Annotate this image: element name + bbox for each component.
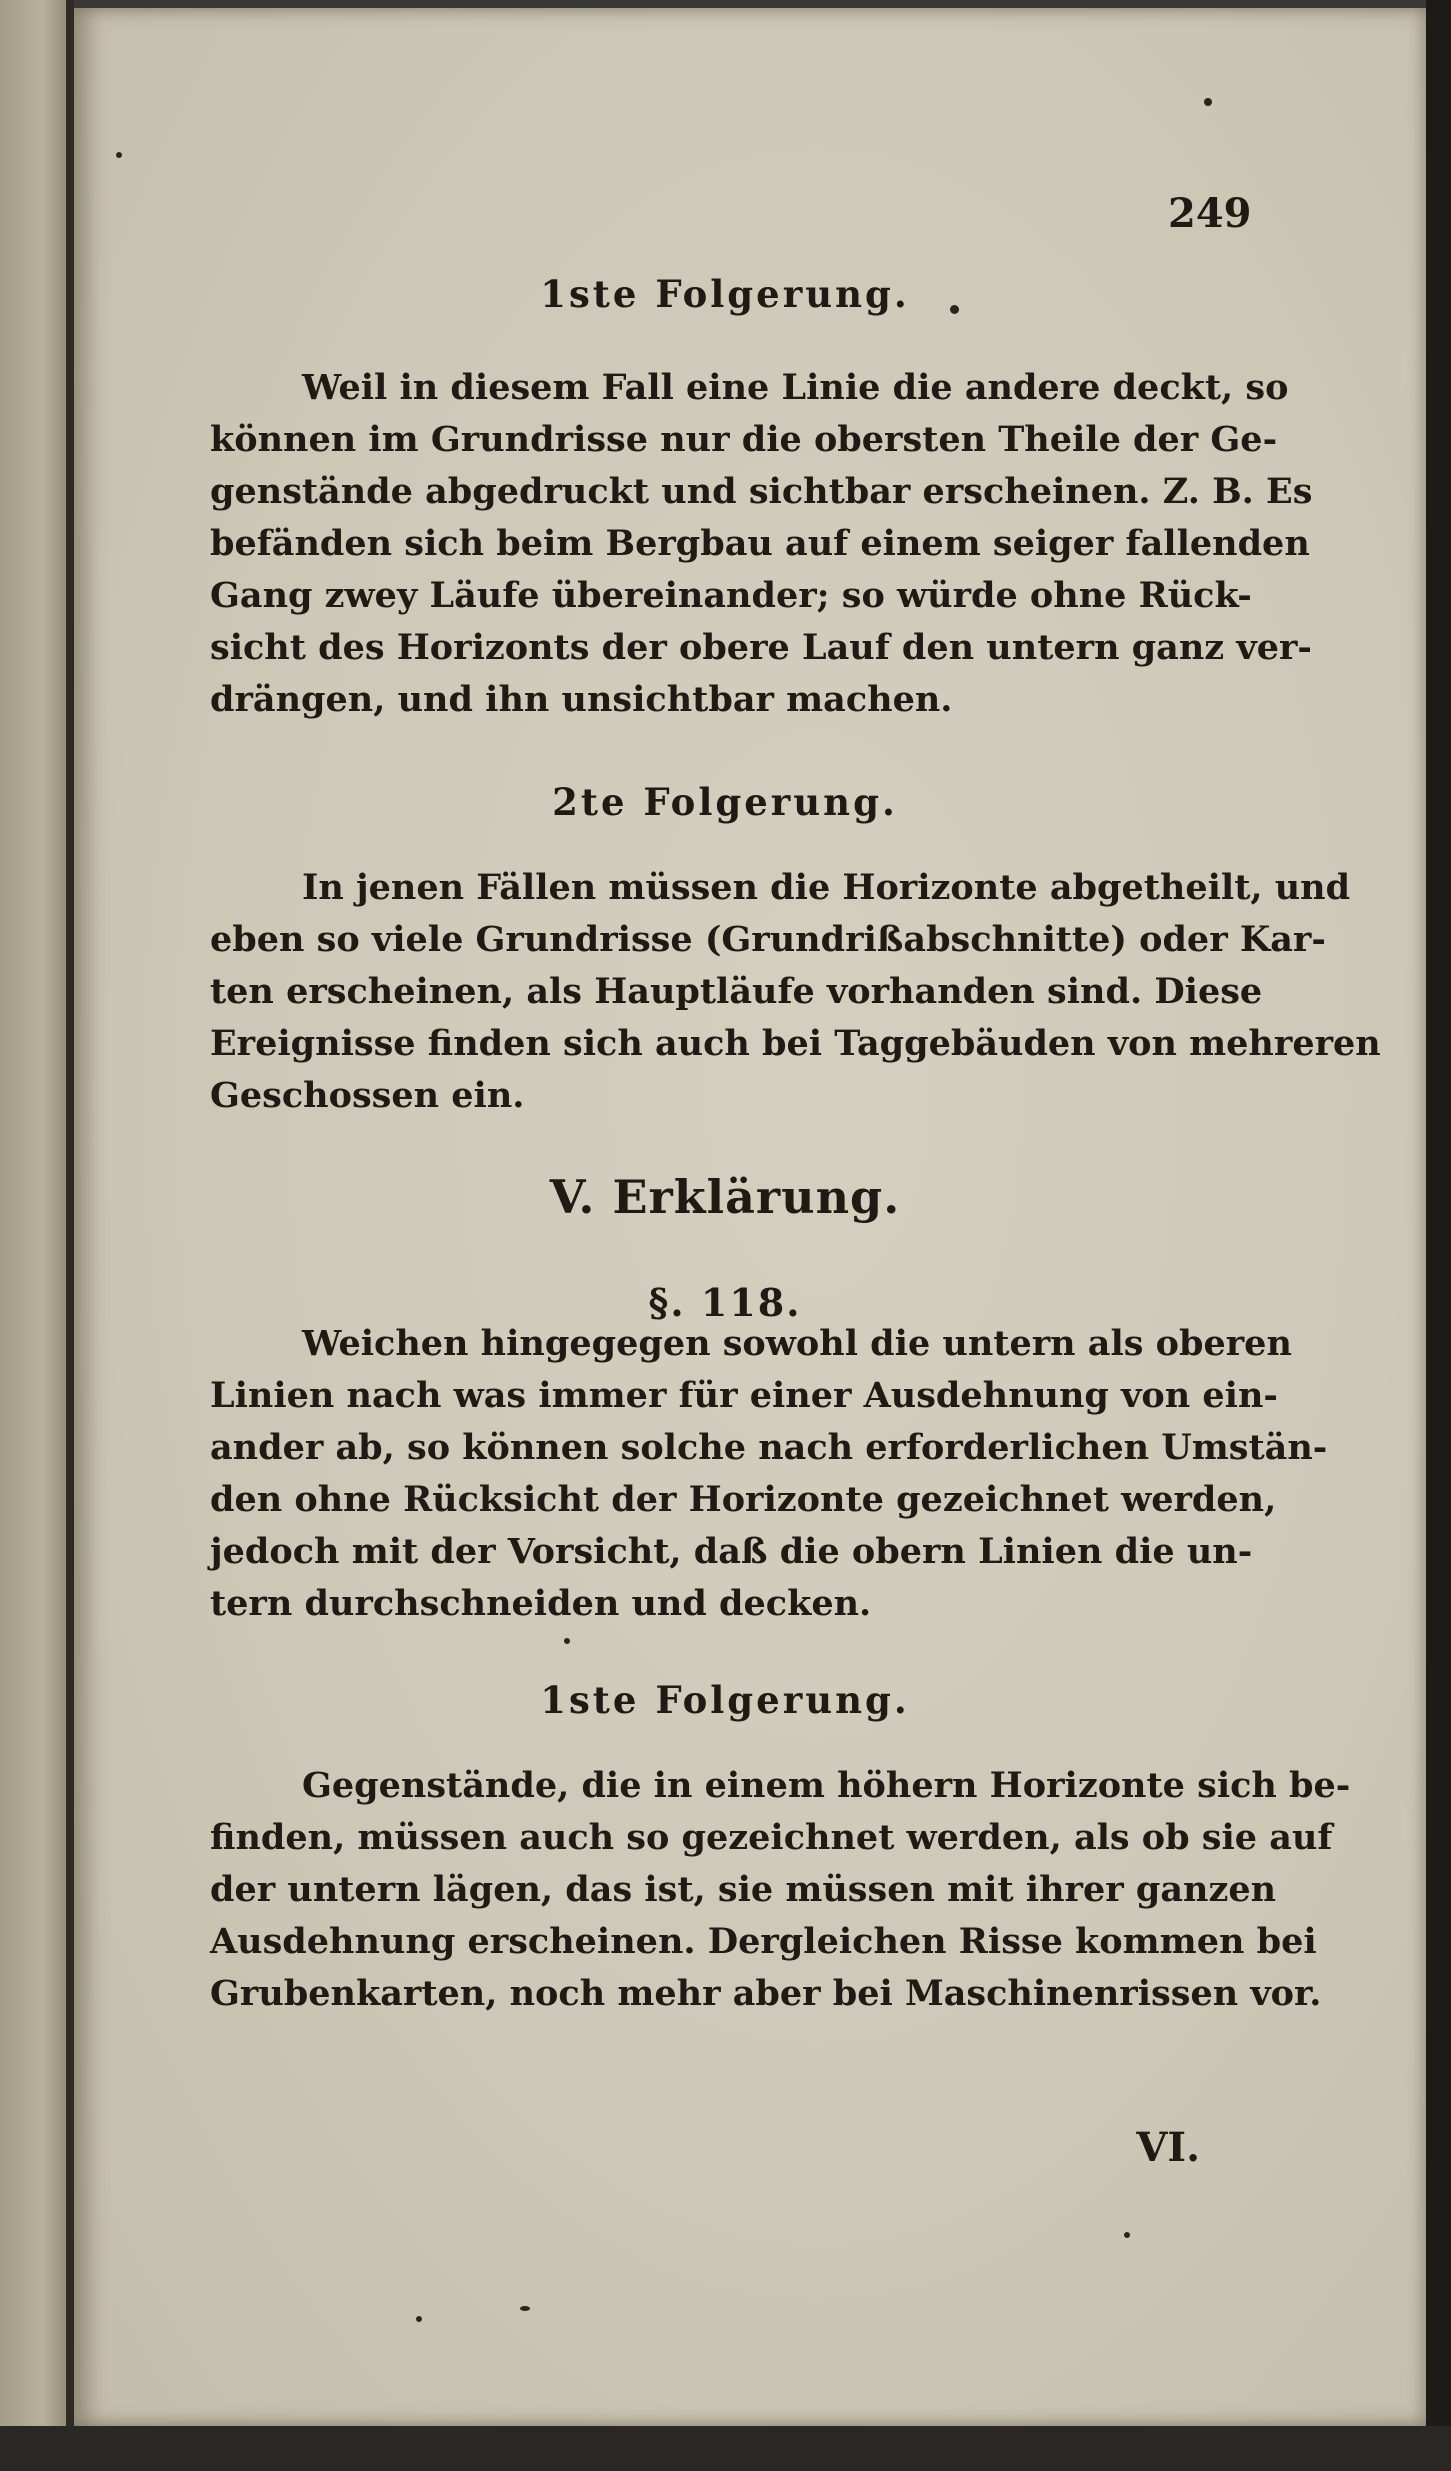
paper-speck <box>1204 98 1212 106</box>
text-line: ten erscheinen, als Hauptläufe vorhanden sind. Diese <box>210 971 1263 1012</box>
catchword: VI. <box>1136 2124 1200 2171</box>
right-scan-edge <box>1426 0 1451 2471</box>
text-line: sicht des Horizonts der obere Lauf den untern ganz ver- <box>210 627 1312 668</box>
text-line: genstände abgedruckt und sichtbar erscheinen. Z. B. Es <box>210 471 1313 512</box>
section-title: V. Erklärung. <box>549 1170 901 1224</box>
book-gutter <box>66 0 74 2471</box>
paragraph-118 <box>210 1318 1328 1630</box>
heading-second-conclusion: 2te Folgerung. <box>552 780 898 824</box>
heading-final-conclusion: 1ste Folgerung. <box>540 1678 910 1722</box>
paper-speck <box>116 152 122 158</box>
previous-page-edge <box>0 0 72 2471</box>
text-line: finden, müssen auch so gezeichnet werden, als ob sie auf <box>210 1817 1333 1858</box>
text-line: Weichen hingegegen sowohl die untern als oberen <box>302 1323 1292 1364</box>
text-line: Gang zwey Läufe übereinander; so würde ohne Rück- <box>210 575 1252 616</box>
text-line: drängen, und ihn unsichtbar machen. <box>210 679 953 720</box>
text-line: ander ab, so können solche nach erforderlichen Umstän- <box>210 1427 1328 1468</box>
text-line: Weil in diesem Fall eine Linie die andere deckt, so <box>302 367 1289 408</box>
paper-speck <box>416 2316 422 2322</box>
paper-speck <box>520 2306 530 2311</box>
text-line: In jenen Fällen müssen die Horizonte abgetheilt, und <box>302 867 1351 908</box>
text-line: können im Grundrisse nur die obersten Theile der Ge- <box>210 419 1278 460</box>
paragraph-first-conclusion <box>210 362 1313 726</box>
text-line: den ohne Rücksicht der Horizonte gezeichnet werden, <box>210 1479 1277 1520</box>
text-line: Linien nach was immer für einer Ausdehnung von ein- <box>210 1375 1278 1416</box>
text-line: Gegenstände, die in einem höhern Horizonte sich be- <box>302 1765 1351 1806</box>
text-line: Ereignisse finden sich auch bei Taggebäuden von mehreren <box>210 1023 1381 1064</box>
paragraph-second-conclusion <box>210 862 1381 1122</box>
paper-speck <box>1124 2232 1130 2238</box>
text-line: eben so viele Grundrisse (Grundrißabschnitte) oder Kar- <box>210 919 1326 960</box>
text-line: jedoch mit der Vorsicht, daß die obern Linien die un- <box>210 1531 1253 1572</box>
text-line: Ausdehnung erscheinen. Dergleichen Risse kommen bei <box>210 1921 1317 1962</box>
heading-first-conclusion: 1ste Folgerung. <box>540 272 910 316</box>
bottom-scan-edge <box>0 2426 1451 2471</box>
paragraph-number: §. 118. <box>648 1280 802 1325</box>
paper-speck <box>564 1638 570 1644</box>
text-line: tern durchschneiden und decken. <box>210 1583 872 1624</box>
text-line: befänden sich beim Bergbau auf einem seiger fallenden <box>210 523 1310 564</box>
text-line: Geschossen ein. <box>210 1075 525 1116</box>
text-line: der untern lägen, das ist, sie müssen mit ihrer ganzen <box>210 1869 1277 1910</box>
paragraph-final-conclusion <box>210 1760 1351 2020</box>
text-line: Grubenkarten, noch mehr aber bei Maschinenrissen vor. <box>210 1973 1322 2014</box>
page-number: 249 <box>1168 190 1252 237</box>
